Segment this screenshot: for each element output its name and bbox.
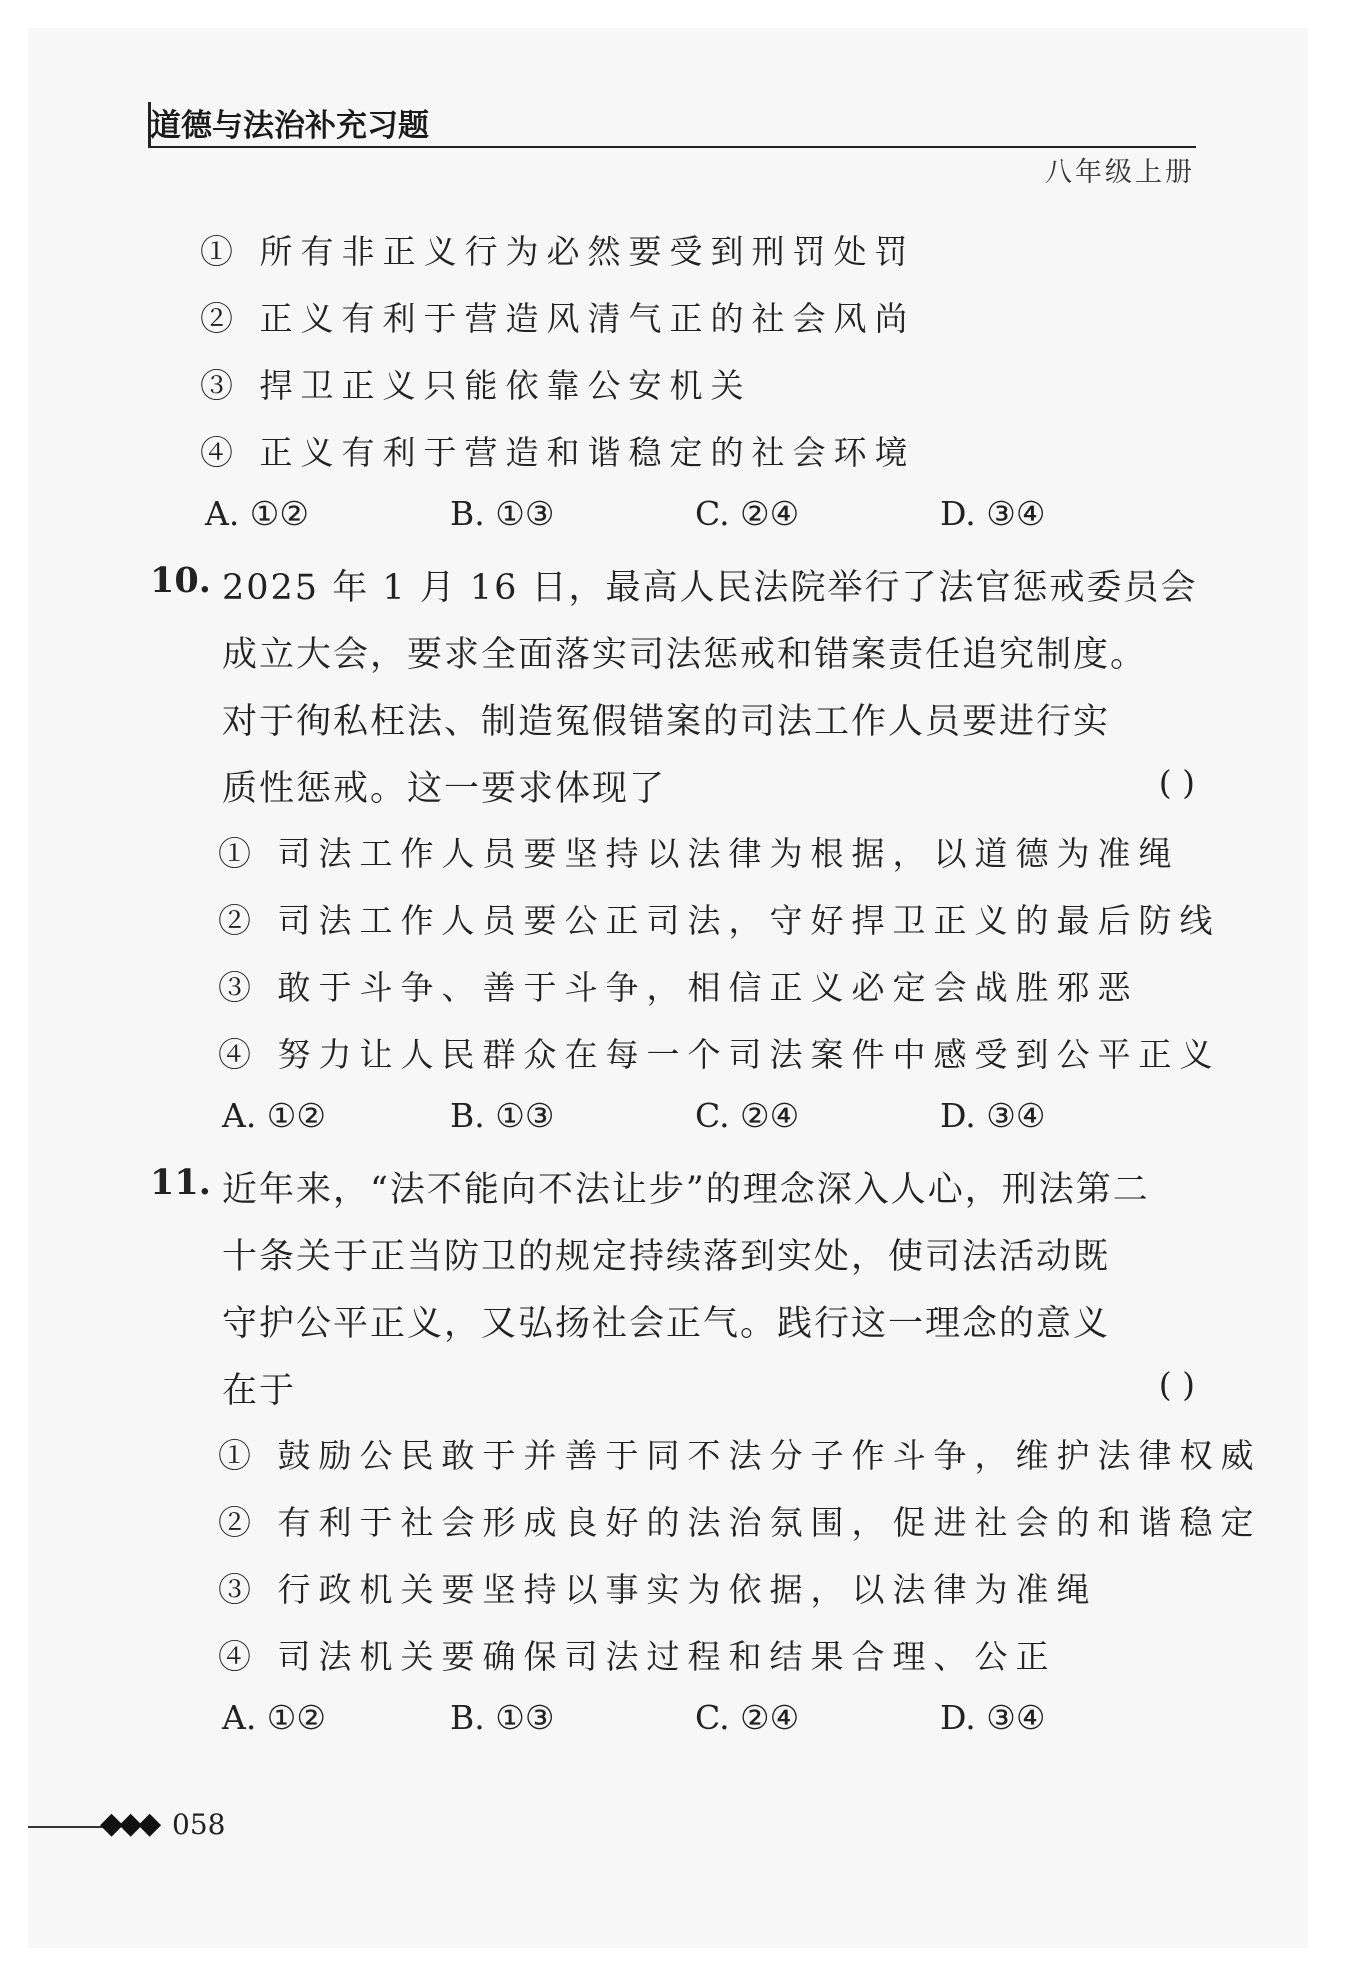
question-11-option-1: ① 鼓励公民敢于并善于同不法分子作斗争，维护法律权威	[218, 1436, 1262, 1475]
question-10-option-2: ② 司法工作人员要公正司法，守好捍卫正义的最后防线	[218, 901, 1221, 940]
prev-option-1: ① 所有非正义行为必然要受到刑罚处罚	[200, 232, 916, 271]
question-11-stem-line-2: 十条关于正当防卫的规定持续落到实处，使司法活动既	[222, 1237, 1111, 1277]
question-10-answer-blank: ( )	[1158, 763, 1195, 802]
question-11-stem-line-1: 近年来，“法不能向不法让步”的理念深入人心，刑法第二	[222, 1170, 1150, 1210]
prev-option-3: ③ 捍卫正义只能依靠公安机关	[200, 366, 752, 405]
question-11-number: 11.	[150, 1162, 211, 1203]
book-title: 道德与法治补充习题	[150, 108, 429, 144]
diamond-ornament-icon: ◆◆◆	[100, 1806, 158, 1841]
question-11-option-3: ③ 行政机关要坚持以事实为依据，以法律为准绳	[218, 1570, 1098, 1609]
prev-option-2: ② 正义有利于营造风清气正的社会风尚	[200, 299, 916, 338]
question-10-number: 10.	[150, 560, 211, 601]
question-10-choice-b: B. ①③	[450, 1096, 555, 1135]
question-11-choice-a: A. ①②	[222, 1698, 326, 1737]
prev-option-4: ④ 正义有利于营造和谐稳定的社会环境	[200, 433, 916, 472]
question-10-stem-line-3: 对于徇私枉法、制造冤假错案的司法工作人员要进行实	[222, 702, 1111, 742]
question-10-stem-line-2: 成立大会，要求全面落实司法惩戒和错案责任追究制度。	[222, 635, 1148, 675]
header-rule	[148, 146, 1196, 148]
question-11-answer-blank: ( )	[1158, 1365, 1195, 1404]
prev-choice-c: C. ②④	[695, 494, 800, 533]
question-10-option-4: ④ 努力让人民群众在每一个司法案件中感受到公平正义	[218, 1035, 1221, 1074]
page-number: 058	[172, 1808, 226, 1841]
question-11-choice-d: D. ③④	[940, 1698, 1046, 1737]
question-11-choice-c: C. ②④	[695, 1698, 800, 1737]
prev-choice-a: A. ①②	[205, 494, 309, 533]
question-11-option-4: ④ 司法机关要确保司法过程和结果合理、公正	[218, 1637, 1057, 1676]
question-11-stem-line-4: 在于	[222, 1371, 297, 1411]
question-10-choice-d: D. ③④	[940, 1096, 1046, 1135]
prev-choice-b: B. ①③	[450, 494, 555, 533]
question-10-choice-a: A. ①②	[222, 1096, 326, 1135]
question-10-stem-line-1: 2025 年 1 月 16 日，最高人民法院举行了法官惩戒委员会	[222, 568, 1198, 608]
book-subtitle: 八年级上册	[1045, 157, 1195, 188]
prev-choice-d: D. ③④	[940, 494, 1046, 533]
question-10-choice-c: C. ②④	[695, 1096, 800, 1135]
question-11-option-2: ② 有利于社会形成良好的法治氛围，促进社会的和谐稳定	[218, 1503, 1262, 1542]
question-11-choice-b: B. ①③	[450, 1698, 555, 1737]
question-10-option-1: ① 司法工作人员要坚持以法律为根据，以道德为准绳	[218, 834, 1180, 873]
question-11-stem-line-3: 守护公平正义，又弘扬社会正气。践行这一理念的意义	[222, 1304, 1111, 1344]
question-10-stem-line-4: 质性惩戒。这一要求体现了	[222, 769, 667, 809]
question-10-option-3: ③ 敢于斗争、善于斗争，相信正义必定会战胜邪恶	[218, 968, 1139, 1007]
